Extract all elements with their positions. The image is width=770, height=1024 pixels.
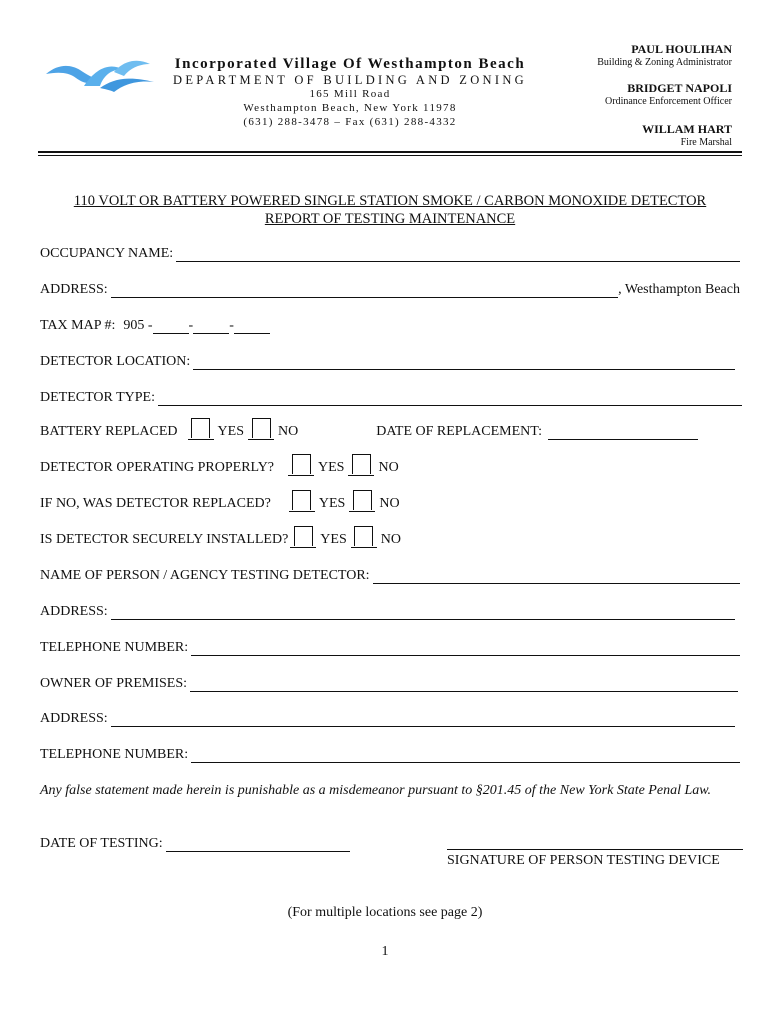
tester-phone-label: TELEPHONE NUMBER: [40,640,189,655]
replaced-no-label: NO [379,496,400,511]
village-name: Incorporated Village Of Westhampton Beach [174,56,526,72]
checkbox-box-icon [252,418,271,438]
secure-yes-label: YES [320,532,347,547]
staff-title-houlihan: Building & Zoning Administrator [597,57,732,68]
date-replacement-label: DATE OF REPLACEMENT: [376,424,542,439]
taxmap-label: TAX MAP #: [40,318,116,333]
detector-location-field[interactable] [193,355,735,370]
occupancy-row [40,246,740,262]
battery-yes-label: YES [217,424,244,439]
secure-yes-checkbox[interactable] [290,526,316,548]
owner-address-row [40,711,735,727]
phone-fax: (631) 288-3478 – Fax (631) 288-4332 [243,116,457,128]
detector-type-field[interactable] [158,391,742,406]
battery-label: BATTERY REPLACED [40,424,178,439]
checkbox-box-icon [294,526,313,546]
detector-location-row [40,354,735,370]
operating-no-checkbox[interactable] [348,454,374,476]
secure-label: IS DETECTOR SECURELY INSTALLED? [40,532,289,547]
secure-no-checkbox[interactable] [351,526,377,548]
header-rule-thick [38,151,742,153]
owner-label: OWNER OF PREMISES: [40,676,188,691]
tester-row [40,568,740,584]
address-label: ADDRESS: [40,282,108,297]
occupancy-label: OCCUPANCY NAME: [40,246,174,261]
address-field[interactable] [111,283,618,298]
law-notice: Any false statement made herein is punishable as a misdemeanor pursuant to §201.45 of the New York State Penal Law. [40,783,712,798]
secure-no-label: NO [380,532,401,547]
replaced-row [40,490,400,512]
date-testing-row [40,836,350,852]
occupancy-field[interactable] [176,247,740,262]
detector-type-row [40,390,742,406]
signature-line[interactable] [447,849,743,850]
taxmap-prefix: 905 - [123,318,153,333]
operating-yes-checkbox[interactable] [288,454,314,476]
taxmap-block-field[interactable] [193,319,229,334]
owner-phone-row [40,747,740,763]
multiple-locations-note: (For multiple locations see page 2) [287,905,483,920]
operating-yes-label: YES [318,460,345,475]
replaced-no-checkbox[interactable] [349,490,375,512]
header-rule-thin [38,155,742,156]
checkbox-box-icon [292,454,311,474]
street-address: 165 Mill Road [309,88,391,100]
form-title-line1: 110 VOLT OR BATTERY POWERED SINGLE STATION SMOKE / CARBON MONOXIDE DETECTOR [73,193,707,209]
replaced-label: IF NO, WAS DETECTOR REPLACED? [40,496,271,511]
detector-type-label: DETECTOR TYPE: [40,390,155,405]
battery-no-checkbox[interactable] [248,418,274,440]
address-row [40,282,740,298]
staff-name-napoli: BRIDGET NAPOLI [627,81,732,95]
tester-phone-row [40,640,740,656]
city-address: Westhampton Beach, New York 11978 [243,102,457,114]
taxmap-dash-1: - [188,318,194,333]
staff-name-houlihan: PAUL HOULIHAN [631,42,732,56]
date-testing-field[interactable] [166,837,350,852]
owner-address-field[interactable] [111,712,735,727]
department-name: DEPARTMENT OF BUILDING AND ZONING [173,73,527,87]
tester-label: NAME OF PERSON / AGENCY TESTING DETECTOR: [40,568,370,583]
tester-field[interactable] [373,569,740,584]
owner-address-label: ADDRESS: [40,711,108,726]
replaced-yes-label: YES [318,496,346,511]
checkbox-box-icon [354,526,373,546]
form-title-line2: REPORT OF TESTING MAINTENANCE [264,211,516,227]
tester-address-row [40,604,735,620]
secure-row [40,526,401,548]
owner-row [40,676,738,692]
operating-no-label: NO [378,460,399,475]
address-suffix: , Westhampton Beach [618,282,740,297]
battery-no-label: NO [278,424,299,439]
battery-row [40,418,760,440]
owner-field[interactable] [190,677,738,692]
owner-phone-field[interactable] [191,748,740,763]
staff-title-hart: Fire Marshal [680,137,732,148]
tester-address-field[interactable] [111,605,735,620]
staff-title-napoli: Ordinance Enforcement Officer [605,96,732,107]
tester-phone-field[interactable] [191,641,740,656]
replaced-yes-checkbox[interactable] [289,490,315,512]
owner-phone-label: TELEPHONE NUMBER: [40,747,189,762]
date-testing-label: DATE OF TESTING: [40,836,163,851]
tester-address-label: ADDRESS: [40,604,108,619]
page-number: 1 [381,944,389,959]
checkbox-box-icon [292,490,311,510]
operating-row [40,454,399,476]
seagull-waves-logo-icon [44,56,156,96]
battery-yes-checkbox[interactable] [188,418,214,440]
date-replacement-field[interactable] [548,425,698,440]
checkbox-box-icon [353,490,372,510]
detector-location-label: DETECTOR LOCATION: [40,354,191,369]
checkbox-box-icon [352,454,371,474]
signature-label: SIGNATURE OF PERSON TESTING DEVICE [447,853,720,868]
taxmap-dash-2: - [229,318,234,333]
taxmap-lot-field[interactable] [234,319,270,334]
taxmap-section-field[interactable] [153,319,189,334]
taxmap-row [40,318,740,334]
checkbox-box-icon [191,418,210,438]
operating-label: DETECTOR OPERATING PROPERLY? [40,460,275,475]
staff-name-hart: WILLAM HART [642,122,732,136]
